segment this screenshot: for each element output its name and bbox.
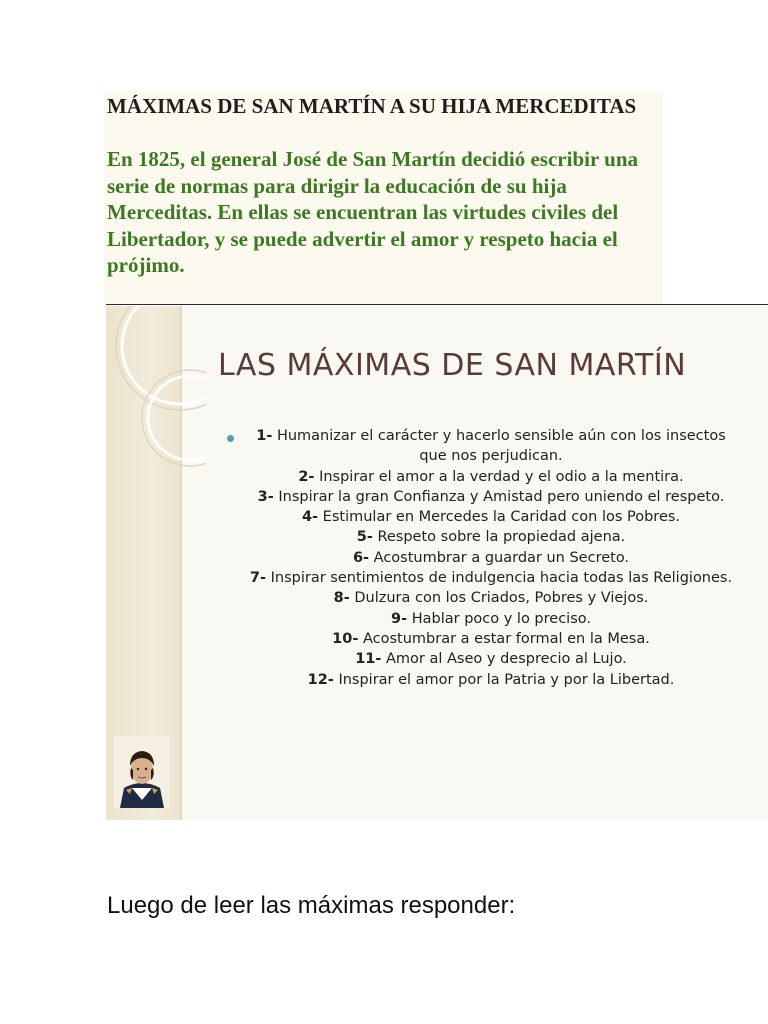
maxim-text: Estimular en Mercedes la Caridad con los Pobres. xyxy=(322,509,681,526)
maxim-number: 5- xyxy=(356,529,373,546)
maxim-item xyxy=(246,588,736,608)
document-title: MÁXIMAS DE SAN MARTÍN A SU HIJA MERCEDITAS xyxy=(107,94,637,118)
maxim-text: Hablar poco y lo preciso. xyxy=(411,610,591,627)
maxims-list xyxy=(246,426,736,690)
maxim-item xyxy=(246,609,736,629)
maxim-number: 4- xyxy=(301,509,319,526)
maxim-item xyxy=(246,629,736,649)
maxim-text: Inspirar sentimientos de indulgencia hacia todas las Religiones. xyxy=(270,570,733,587)
maxim-number: 7- xyxy=(249,570,267,587)
decorative-circles-icon xyxy=(106,306,206,476)
maxim-text: Acostumbrar a guardar un Secreto. xyxy=(373,549,630,566)
maxim-number: 6- xyxy=(352,549,370,566)
maxim-text: Humanizar el carácter y hacerlo sensible aún con los insectos que nos perjudican. xyxy=(276,428,726,465)
maxim-number: 9- xyxy=(391,610,408,627)
maxim-number: 11- xyxy=(355,651,382,668)
san-martin-portrait-icon xyxy=(114,736,170,808)
divider-line xyxy=(106,304,768,305)
maxim-item xyxy=(246,649,736,669)
maxim-text: Inspirar el amor por la Patria y por la Libertad. xyxy=(338,671,675,688)
maxim-item xyxy=(246,527,736,547)
maxim-text: Amor al Aseo y desprecio al Lujo. xyxy=(386,651,627,668)
maxim-text: Acostumbrar a estar formal en la Mesa. xyxy=(362,630,650,647)
maxim-text: Dulzura con los Criados, Pobres y Viejos. xyxy=(354,590,649,607)
maxim-item xyxy=(246,548,736,568)
maxim-number: 12- xyxy=(307,671,334,688)
bullet-icon xyxy=(227,435,234,442)
maxim-item xyxy=(246,568,736,588)
maxim-number: 2- xyxy=(298,468,315,485)
maxim-item xyxy=(246,507,736,527)
maxims-slide-image xyxy=(106,306,768,820)
maxim-number: 3- xyxy=(257,488,274,505)
slide-title: LAS MÁXIMAS DE SAN MARTÍN xyxy=(218,348,687,383)
maxim-text: Inspirar la gran Confianza y Amistad pero uniendo el respeto. xyxy=(278,488,725,505)
intro-paragraph: En 1825, el general José de San Martín decidió escribir una serie de normas para dirigir la educación de su hija Merceditas. En ellas se encuentran las virtudes civiles del Libertador, y se puede advertir el amor y respeto hacia el prójimo. xyxy=(107,147,639,277)
maxim-text: Inspirar el amor a la verdad y el odio a la mentira. xyxy=(319,468,684,485)
maxim-item xyxy=(246,487,736,507)
question-prompt: Luego de leer las máximas responder: xyxy=(107,892,516,919)
maxim-item xyxy=(246,670,736,690)
maxim-item xyxy=(246,467,736,487)
maxim-number: 10- xyxy=(332,630,359,647)
maxim-number: 8- xyxy=(333,590,350,607)
maxim-number: 1- xyxy=(256,428,273,444)
maxim-text: Respeto sobre la propiedad ajena. xyxy=(377,529,626,546)
maxim-item xyxy=(246,426,736,467)
